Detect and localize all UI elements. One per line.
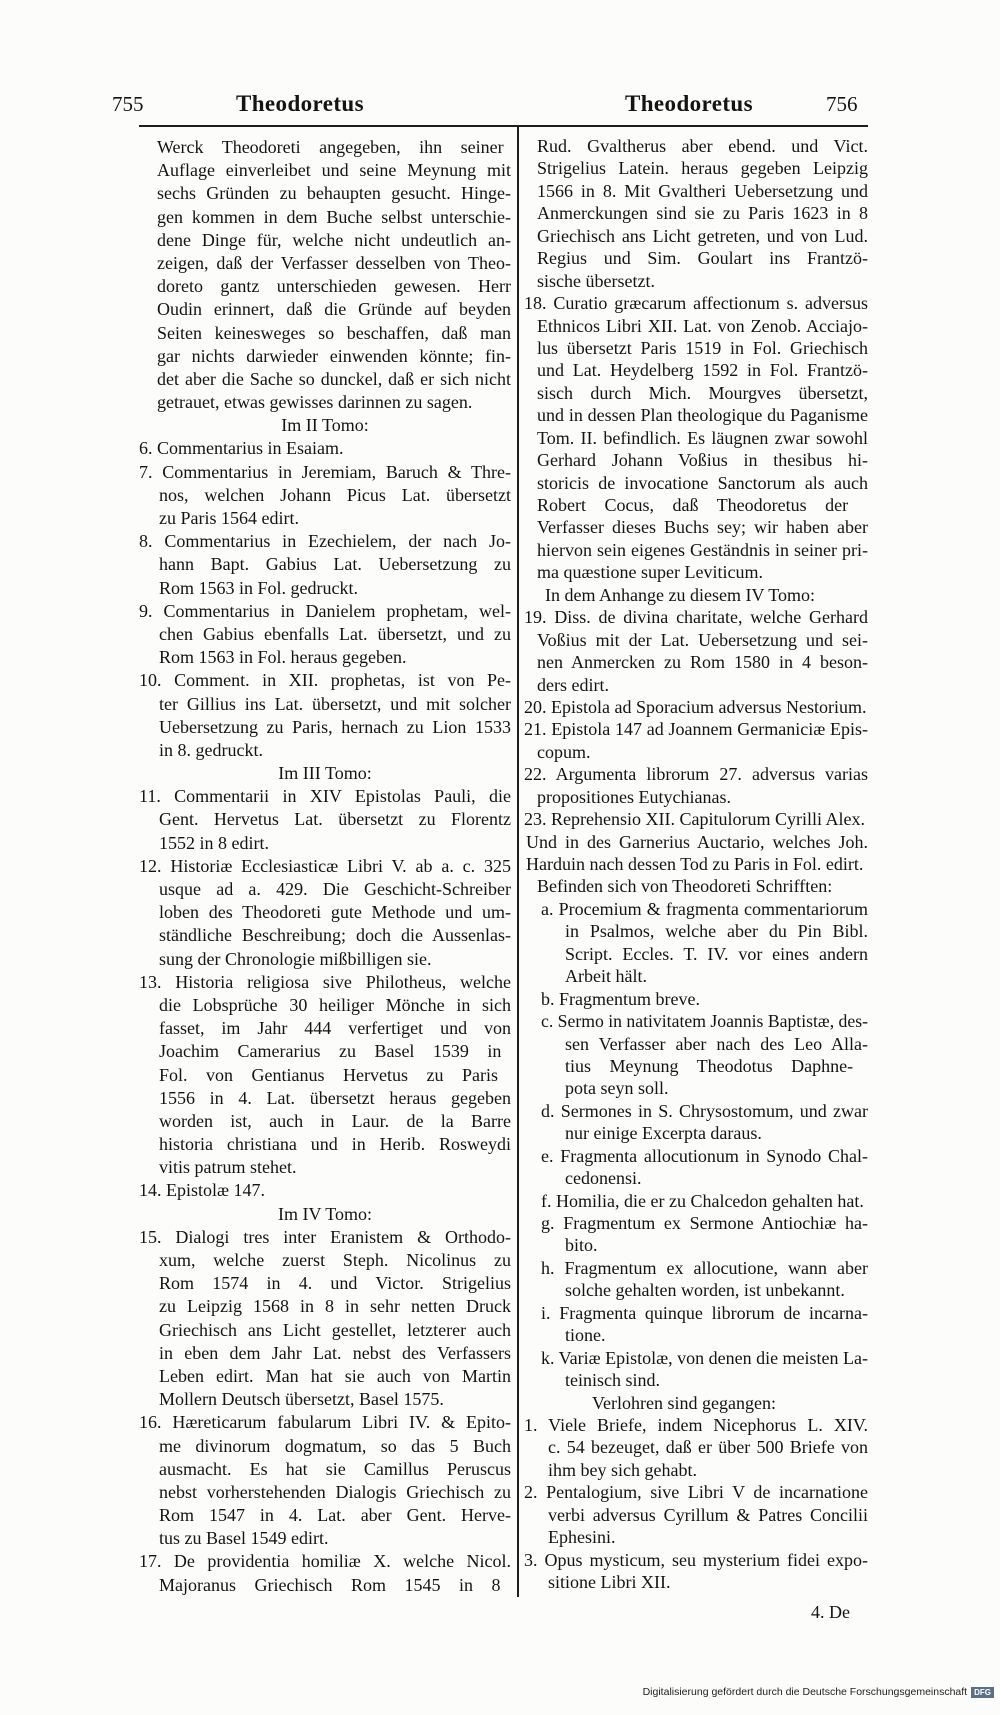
line-text: Ethnicos Libri XII. Lat. von Zenob. Acciajo- [537, 315, 868, 336]
text-line [524, 1122, 868, 1144]
text-line [139, 322, 511, 345]
text-line [524, 1010, 868, 1032]
line-text: i. Fragmenta quinque librorum de incarna- [541, 1302, 868, 1323]
text-line [139, 1295, 511, 1318]
line-text: Verlohren sind gegangen: [592, 1392, 776, 1413]
line-text: 2. Pentalogium, sive Libri V de incarnatione [524, 1482, 868, 1503]
text-line [139, 1226, 511, 1249]
line-text: 20. Epistola ad Sporacium adversus Nestorium. [524, 696, 867, 717]
line-text: ma quæstione super Leviticum. [537, 562, 763, 583]
text-line [524, 427, 868, 449]
text-line [524, 561, 868, 583]
footer [643, 1686, 994, 1698]
text-line [139, 298, 511, 321]
line-text: g. Fragmentum ex Sermone Antiochiæ ha- [541, 1213, 868, 1233]
footer-credit: Digitalisierung gefördert durch die Deutsche Forschungsgemeinschaft [642, 1686, 968, 1698]
line-text: in 8. gedruckt. [159, 739, 263, 760]
text-line [524, 629, 868, 651]
line-text: 7. Commentarius in Jeremiam, Baruch & Thre- [139, 461, 511, 482]
text-line [139, 1133, 511, 1156]
text-line [139, 1574, 511, 1597]
line-text: xum, welche zuerst Steph. Nicolinus zu [159, 1250, 511, 1270]
text-line [139, 1319, 511, 1342]
line-text: nur einige Excerpta daraus. [565, 1123, 762, 1144]
line-text: Regius und Sim. Goulart ins Frantzö- [537, 248, 868, 269]
line-text: det aber die Sache so dunckel, daß er sich nicht [157, 368, 511, 389]
text-line [139, 437, 511, 460]
line-text: 19. Diss. de divina charitate, welche Gerhard [524, 607, 868, 628]
line-text: hiervon sein eigenes Geständnis in seiner pri- [537, 539, 868, 560]
line-text: Gerhard Johann Voßius in thesibus hi- [537, 450, 868, 471]
text-line [139, 1064, 511, 1087]
text-line [139, 1504, 511, 1527]
line-text: 16. Hæreticarum fabularum Libri IV. & Epito- [139, 1412, 511, 1433]
line-text: und Lat. Heydelberg 1592 in Fol. Frantzö- [537, 360, 868, 381]
text-line [524, 359, 868, 381]
text-line [524, 1526, 868, 1548]
line-text: nos, welchen Johann Picus Lat. übersetzt [159, 484, 511, 505]
text-line [524, 472, 868, 494]
line-text: chen Gabius ebenfalls Lat. übersetzt, und zu [159, 623, 511, 644]
text-line [524, 1571, 868, 1593]
text-line [524, 1167, 868, 1189]
text-line [524, 1212, 868, 1234]
text-line [139, 623, 511, 646]
line-text: bito. [565, 1235, 598, 1256]
text-line [139, 693, 511, 716]
page-number-left: 755 [112, 92, 144, 116]
column-right [524, 135, 868, 1593]
line-text: getrauet, etwas gewisses darinnen zu sagen. [157, 392, 473, 413]
line-text: Harduin nach dessen Tod zu Paris in Fol. edirt. [526, 854, 864, 874]
line-text: 8. Commentarius in Ezechielem, der nach Jo- [139, 531, 511, 552]
text-line [139, 1435, 511, 1458]
text-line [139, 1156, 511, 1179]
text-line [139, 716, 511, 739]
text-line [524, 831, 868, 853]
text-line [524, 943, 868, 965]
text-line [524, 539, 868, 561]
line-text: Im IV Tomo: [277, 1203, 373, 1224]
text-line [524, 1257, 868, 1279]
line-text: Arbeit hält. [565, 966, 647, 987]
text-line [139, 507, 511, 530]
line-text: tus zu Basel 1549 edirt. [159, 1528, 329, 1549]
line-text: ständliche Beschreibung; doch die Aussenlas- [159, 925, 511, 946]
text-line [524, 382, 868, 404]
text-line [524, 718, 868, 740]
text-line [139, 1040, 511, 1063]
line-text: c. 54 bezeuget, daß er über 500 Briefe von [548, 1437, 868, 1458]
section-heading [139, 414, 511, 437]
line-text: 14. Epistolæ 147. [139, 1180, 266, 1201]
text-line [139, 855, 511, 878]
text-line [524, 1549, 868, 1571]
dfg-logo[interactable]: DFG [971, 1687, 994, 1698]
line-text: 1566 in 8. Mit Gvaltheri Uebersetzung und [537, 180, 868, 201]
line-text: gen kommen in dem Buche selbst unterschie- [157, 206, 511, 227]
text-line [524, 247, 868, 269]
text-line [139, 1342, 511, 1365]
text-line [139, 971, 511, 994]
line-text: e. Fragmenta allocutionum in Synodo Chal- [541, 1145, 868, 1166]
line-text: Voßius mit der Lat. Uebersetzung und sei- [537, 629, 868, 650]
catchword: 4. De [811, 1602, 850, 1622]
text-line [524, 853, 868, 875]
text-line [139, 159, 511, 182]
line-text: 18. Curatio græcarum affectionum s. adversus [524, 293, 868, 314]
line-text: doreto gantz unterschieden gewesen. Herr [157, 276, 511, 297]
line-text: 10. Comment. in XII. prophetas, ist von Pe- [139, 670, 511, 691]
line-text: sung der Chronologie mißbilligen sie. [159, 948, 432, 969]
text-line [139, 391, 511, 414]
line-text: d. Sermones in S. Chrysostomum, und zwar [541, 1100, 868, 1121]
text-line [139, 182, 511, 205]
text-line [524, 1077, 868, 1099]
line-text: Mollern Deutsch übersetzt, Basel 1575. [159, 1389, 444, 1410]
line-text: 23. Reprehensio XII. Capitulorum Cyrilli Alex. [524, 809, 865, 830]
line-text: 12. Historiæ Ecclesiasticæ Libri V. ab a. c. 325 [139, 855, 511, 876]
text-line [139, 901, 511, 924]
text-line [524, 1279, 868, 1301]
section-heading [524, 584, 868, 606]
line-text: Rud. Gvaltherus aber ebend. und Vict. [537, 136, 868, 156]
text-line [524, 1100, 868, 1122]
line-text: historia christiana und in Herib. Rosweydi [159, 1134, 511, 1155]
line-text: Griechisch ans Licht gestellet, letzterer auch [159, 1319, 511, 1340]
text-line [139, 1249, 511, 1272]
running-title-right: Theodoretus [625, 91, 753, 116]
text-line [524, 1459, 868, 1481]
line-text: Werck Theodoreti angegeben, ihn seiner [157, 137, 504, 157]
line-text: Gent. Hervetus Lat. übersetzt zu Florentz [159, 809, 511, 830]
line-text: solche gehalten worden, ist unbekannt. [565, 1280, 845, 1301]
line-text: in eben dem Jahr Lat. nebst des Verfassers [159, 1342, 511, 1363]
line-text: gar nichts darwieder einwenden könnte; fin- [157, 345, 511, 366]
line-text: 1556 in 4. Lat. übersetzt heraus gegeben [159, 1087, 511, 1108]
text-line [139, 832, 511, 855]
line-text: Strigelius Latein. heraus gegeben Leipzig [537, 158, 868, 179]
text-line [139, 1527, 511, 1550]
text-line [524, 651, 868, 673]
text-line [139, 1411, 511, 1434]
text-line [524, 157, 868, 179]
line-text: sitione Libri XII. [548, 1572, 671, 1592]
line-text: dene Dinge für, welche nicht undeutlich an- [157, 229, 511, 250]
line-text: die Lobsprüche 30 heiliger Mönche in sich [159, 994, 511, 1015]
line-text: tius Meynung Theodotus Daphne- [565, 1055, 854, 1076]
line-text: Fol. von Gentianus Hervetus zu Paris [159, 1064, 498, 1085]
text-line [139, 1388, 511, 1411]
text-line [524, 786, 868, 808]
line-text: b. Fragmentum breve. [541, 988, 700, 1009]
text-line [139, 252, 511, 275]
text-line [139, 808, 511, 831]
section-heading [524, 1392, 868, 1414]
line-text: h. Fragmentum ex allocutione, wann aber [541, 1257, 868, 1278]
line-text: 9. Commentarius in Danielem prophetam, wel- [139, 600, 511, 621]
section-heading [139, 762, 511, 785]
text-line [524, 1369, 868, 1391]
text-line [524, 1324, 868, 1346]
line-text: zeigen, daß der Verfasser desselben von Theo- [157, 252, 511, 273]
text-line [139, 646, 511, 669]
text-line [524, 270, 868, 292]
line-text: sisch durch Mich. Mourgves übersetzt, [537, 382, 868, 403]
line-text: teinisch sind. [565, 1370, 660, 1391]
line-text: vitis patrum stehet. [159, 1157, 297, 1178]
line-text: Anmerckungen sind sie zu Paris 1623 in 8 [537, 203, 868, 224]
text-line [139, 600, 511, 623]
text-line [139, 1087, 511, 1110]
text-line [524, 1055, 868, 1077]
line-text: in Psalmos, welche aber du Pin Bibl. [565, 921, 868, 942]
line-text: Uebersetzung zu Paris, hernach zu Lion 1533 [159, 716, 511, 737]
line-text: Auflage einverleibet und seine Meynung mit [157, 160, 511, 181]
line-text: storicis de invocatione Sanctorum als auch [537, 472, 868, 493]
text-line [524, 808, 868, 830]
text-line [524, 404, 868, 426]
line-text: Leben edirt. Man hat sie auch von Martin [159, 1365, 511, 1386]
text-line [139, 345, 511, 368]
line-text: c. Sermo in nativitatem Joannis Baptistæ, des- [541, 1011, 868, 1032]
text-line [139, 994, 511, 1017]
text-line [139, 461, 511, 484]
line-text: Majoranus Griechisch Rom 1545 in 8 [159, 1574, 501, 1595]
text-line [524, 449, 868, 471]
running-title-left: Theodoretus [236, 91, 364, 116]
line-text: Joachim Camerarius zu Basel 1539 in [159, 1041, 502, 1062]
text-line [524, 988, 868, 1010]
line-text: 1552 in 8 edirt. [159, 832, 269, 853]
line-text: worden ist, auch in Laur. de la Barre [159, 1110, 511, 1131]
text-line [139, 484, 511, 507]
line-text: 21. Epistola 147 ad Joannem Germaniciæ Epis- [524, 719, 868, 740]
line-text: Ephesini. [548, 1527, 616, 1548]
text-line [139, 739, 511, 762]
line-text: 22. Argumenta librorum 27. adversus varias [524, 764, 868, 785]
text-line [524, 763, 868, 785]
column-left [139, 136, 511, 1597]
line-text: ter Gillius ins Lat. übersetzt, und mit solcher [159, 693, 511, 714]
text-line [139, 577, 511, 600]
line-text: 1. Viele Briefe, indem Nicephorus L. XIV. [524, 1414, 868, 1435]
line-text: Im III Tomo: [278, 763, 372, 784]
line-text: und in dessen Plan theologique du Paganisme [537, 405, 868, 426]
text-line [524, 1302, 868, 1324]
text-line [524, 202, 868, 224]
text-line [524, 516, 868, 538]
column-separator [517, 125, 519, 1597]
text-line [139, 924, 511, 947]
line-text: Und in des Garnerius Auctario, welches Joh. [526, 831, 868, 852]
text-line [524, 180, 868, 202]
text-line [524, 1436, 868, 1458]
text-line [139, 275, 511, 298]
text-line [524, 337, 868, 359]
line-text: sen Verfasser aber nach des Leo Alla- [565, 1033, 868, 1054]
line-text: 6. Commentarius in Esaiam. [139, 438, 344, 459]
line-text: 3. Opus mysticum, seu mysterium fidei expo- [524, 1549, 868, 1570]
line-text: propositiones Eutychianas. [537, 786, 731, 807]
line-text: Oudin erinnert, daß die Gründe auf beyden [157, 299, 511, 320]
text-line [524, 696, 868, 718]
text-line [524, 315, 868, 337]
line-text: hann Bapt. Gabius Lat. Uebersetzung zu [159, 554, 511, 575]
text-line [524, 674, 868, 696]
line-text: cedonensi. [565, 1168, 642, 1189]
text-line [524, 875, 868, 897]
line-text: copum. [537, 741, 591, 762]
text-line [139, 669, 511, 692]
line-text: Verfasser dieses Buchs sey; wir haben aber [537, 517, 868, 538]
text-line [524, 1033, 868, 1055]
text-line [139, 206, 511, 229]
text-line [139, 1550, 511, 1573]
line-text: f. Homilia, die er zu Chalcedon gehalten hat. [541, 1190, 864, 1211]
text-line [524, 494, 868, 516]
text-line [524, 1414, 868, 1436]
line-text: 17. De providentia homiliæ X. welche Nicol. [139, 1551, 511, 1572]
line-text: loben des Theodoreti gute Methode und um- [159, 902, 511, 923]
line-text: Script. Eccles. T. IV. vor eines andern [565, 943, 868, 964]
text-line [524, 292, 868, 314]
line-text: zu Leipzig 1568 in 8 in sehr netten Druck [159, 1296, 511, 1317]
page-number-right: 756 [826, 92, 858, 116]
line-text: Tom. II. befindlich. Es läugnen zwar sowohl [537, 427, 868, 448]
line-text: tione. [565, 1325, 606, 1346]
text-line [524, 1481, 868, 1503]
line-text: a. Procemium & fragmenta commentariorum [541, 898, 868, 919]
text-line [139, 229, 511, 252]
section-heading [139, 1203, 511, 1226]
text-line [139, 1458, 511, 1481]
text-line [524, 965, 868, 987]
text-line [139, 368, 511, 391]
line-text: 11. Commentarii in XIV Epistolas Pauli, die [139, 786, 511, 807]
line-text: ihm bey sich gehabt. [548, 1459, 697, 1480]
header-rule [139, 125, 868, 127]
line-text: usque ad a. 429. Die Geschicht-Schreiber [159, 879, 511, 899]
line-text: me divinorum dogmatum, so das 5 Buch [159, 1435, 511, 1456]
line-text: sechs Gründen zu behaupten gesucht. Hinge- [157, 183, 511, 204]
text-line [524, 1190, 868, 1212]
text-line [524, 1504, 868, 1526]
line-text: Rom 1563 in Fol. gedruckt. [159, 577, 358, 598]
line-text: fasset, im Jahr 444 verfertiget und von [159, 1018, 511, 1039]
text-line [524, 606, 868, 628]
line-text: zu Paris 1564 edirt. [159, 508, 299, 528]
line-text: In dem Anhange zu diesem IV Tomo: [545, 584, 816, 605]
text-line [139, 553, 511, 576]
text-line [139, 948, 511, 971]
line-text: nen Anmercken zu Rom 1580 in 4 beson- [537, 652, 868, 673]
line-text: nebst vorherstehenden Dialogis Griechisch zu [159, 1481, 511, 1502]
line-text: 13. Historia religiosa sive Philotheus, welche [139, 971, 511, 992]
text-line [139, 1110, 511, 1133]
text-line [139, 1179, 511, 1202]
text-line [524, 135, 868, 157]
line-text: Rom 1563 in Fol. heraus gegeben. [159, 647, 407, 668]
line-text: Seiten keinesweges so beschaffen, daß man [157, 322, 511, 343]
line-text: ausmacht. Es hat sie Camillus Peruscus [159, 1458, 511, 1479]
text-line [524, 1347, 868, 1369]
line-text: pota seyn soll. [565, 1078, 669, 1099]
text-line [139, 878, 511, 901]
text-line [139, 1272, 511, 1295]
line-text: k. Variæ Epistolæ, von denen die meisten La- [541, 1347, 868, 1368]
text-line [139, 136, 511, 159]
text-line [524, 1234, 868, 1256]
line-text: Rom 1547 in 4. Lat. aber Gent. Herve- [159, 1505, 511, 1526]
line-text: ders edirt. [537, 674, 609, 695]
text-line [524, 898, 868, 920]
line-text: verbi adversus Cyrillum & Patres Concilii [548, 1504, 868, 1525]
line-text: Im II Tomo: [281, 415, 369, 436]
text-line [139, 1365, 511, 1388]
text-line [139, 530, 511, 553]
text-line [139, 1017, 511, 1040]
line-text: Rom 1574 in 4. und Victor. Strigelius [159, 1273, 511, 1294]
line-text: 15. Dialogi tres inter Eranistem & Orthodo- [139, 1226, 511, 1247]
line-text: Robert Cocus, daß Theodoretus der [537, 495, 849, 515]
line-text: sische übersetzt. [537, 270, 655, 291]
text-line [524, 920, 868, 942]
line-text: Griechisch ans Licht getreten, und von Lud. [537, 225, 868, 246]
text-line [524, 1145, 868, 1167]
line-text: Befinden sich von Theodoreti Schrifften: [537, 876, 833, 897]
text-line [524, 741, 868, 763]
text-line [139, 785, 511, 808]
text-line [524, 225, 868, 247]
line-text: lus übersetzt Paris 1519 in Fol. Griechisch [537, 337, 868, 358]
text-line [139, 1481, 511, 1504]
